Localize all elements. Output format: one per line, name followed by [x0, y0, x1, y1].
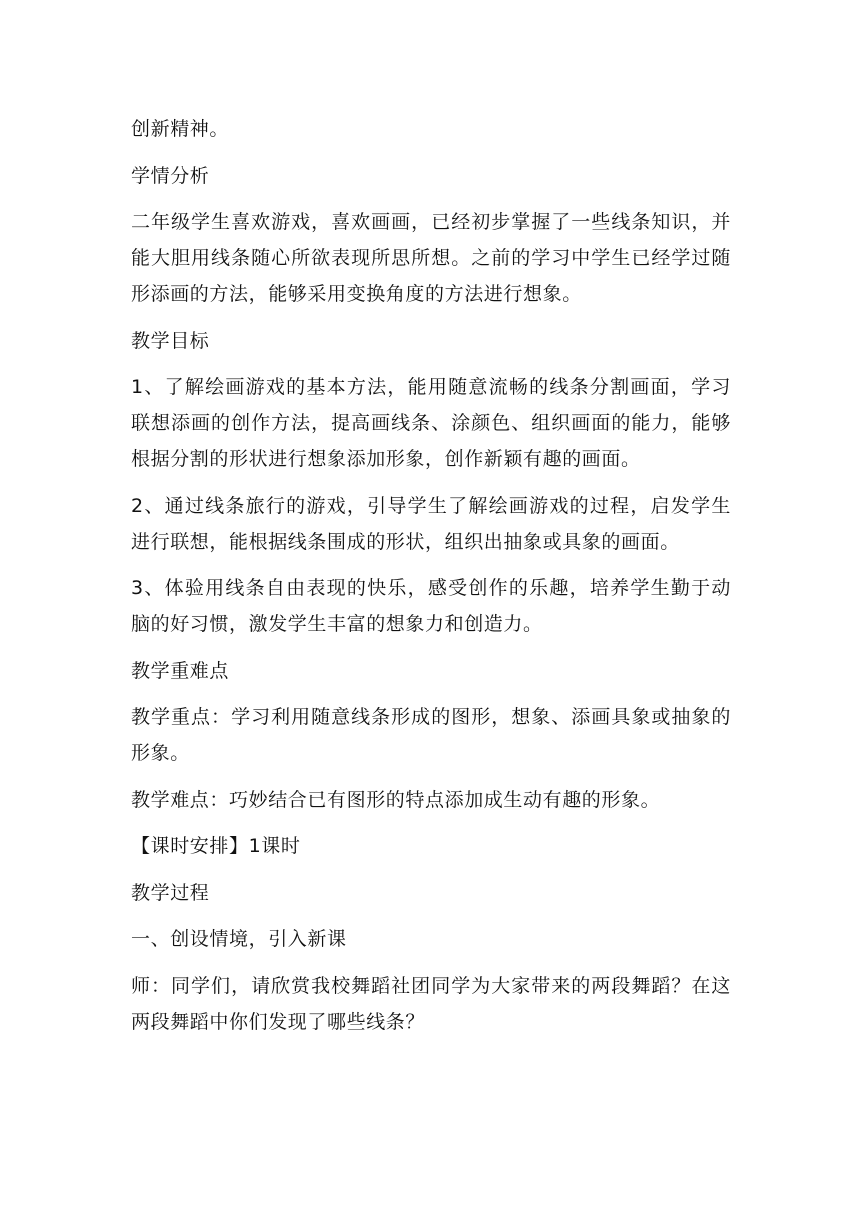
objective-2: 2、通过线条旅行的游戏，引导学生了解绘画游戏的过程，启发学生进行联想，能根据线条围成的形状，组织出抽象或具象的画面。	[131, 494, 731, 553]
objective-1: 1、了解绘画游戏的基本方法，能用随意流畅的线条分割画面，学习联想添画的创作方法，提高画线条、涂颜色、组织画面的能力，能够根据分割的形状进行想象添加形象，创作新颖有趣的画面。	[131, 376, 731, 470]
paragraph-difficult-point: 教学难点：巧妙结合已有图形的特点添加成生动有趣的形象。	[131, 788, 661, 811]
heading-teaching-process: 教学过程	[131, 881, 210, 904]
document-page	[131, 111, 731, 1050]
paragraph-teacher-question: 师：同学们，请欣赏我校舞蹈社团同学为大家带来的两段舞蹈？在这两段舞蹈中你们发现了哪些线条？	[131, 974, 731, 1033]
paragraph-key-point: 教学重点：学习利用随意线条形成的图形，想象、添画具象或抽象的形象。	[131, 706, 731, 764]
objective-3: 3、体验用线条自由表现的快乐，感受创作的乐趣，培养学生勤于动脑的好习惯，激发学生丰富的想象力和创造力。	[131, 577, 731, 635]
heading-section-one: 一、创设情境，引入新课	[131, 928, 347, 950]
paragraph-continuation: 创新精神。	[131, 118, 230, 140]
paragraph-learner-analysis: 二年级学生喜欢游戏，喜欢画画，已经初步掌握了一些线条知识，并能大胆用线条随心所欲表现所思所想。之前的学习中学生已经学过随形添画的方法，能够采用变换角度的方法进行想象。	[131, 211, 731, 305]
paragraph-class-hours: 【课时安排】1课时	[131, 835, 301, 857]
heading-key-difficulties: 教学重难点	[131, 659, 230, 682]
heading-learner-analysis: 学情分析	[131, 164, 210, 187]
heading-teaching-objectives: 教学目标	[131, 329, 210, 352]
